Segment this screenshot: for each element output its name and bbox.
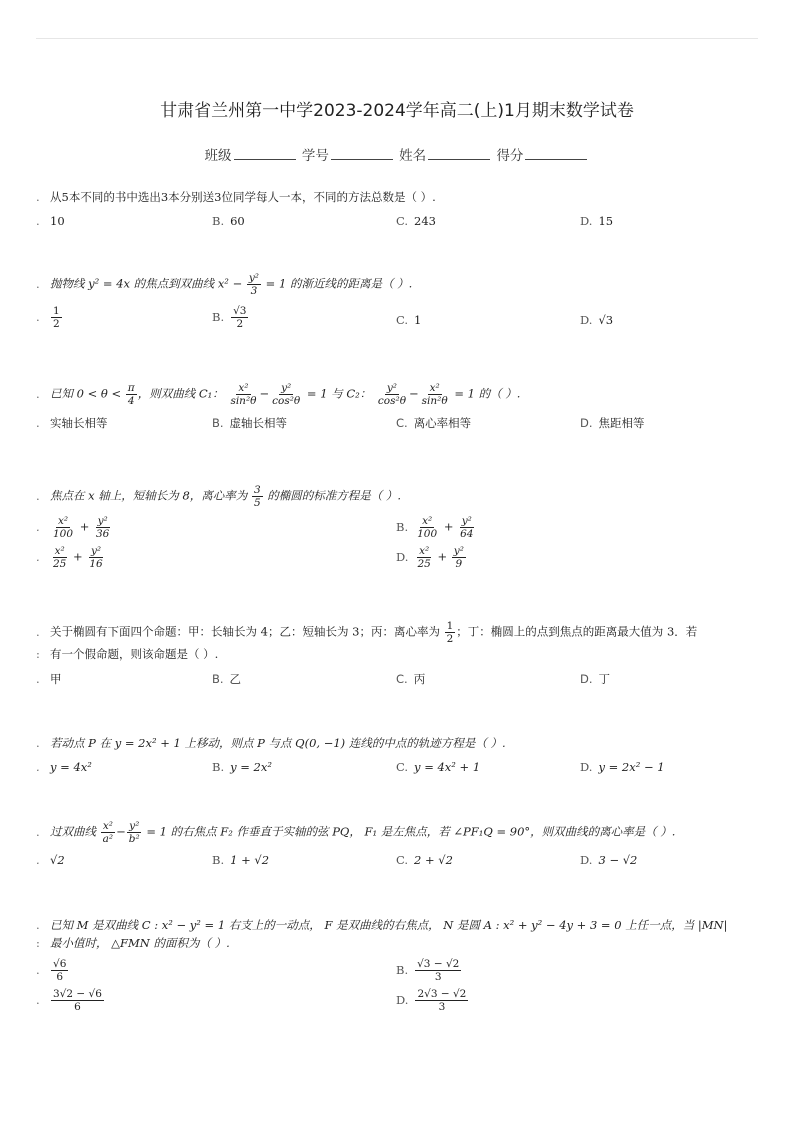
option-d[interactable]: D. y = 2x² − 1 bbox=[580, 760, 665, 774]
options-row bbox=[36, 214, 756, 236]
question-stem: . 已知 M 是双曲线 C : x² − y² = 1 右支上的一动点， F 是双曲线的右焦点， N 是圆 A : x² + y² − 4y + 3 = 0 上任一点，当 |MN| bbox=[36, 918, 728, 932]
question-3 bbox=[36, 382, 756, 437]
option-b[interactable]: B. 1 + √2 bbox=[212, 853, 270, 868]
option-c[interactable]: . $\frac{3√2 - √6}{6}$ bbox=[36, 988, 102, 1014]
options-row bbox=[36, 305, 756, 335]
question-stem: . 已知 0 < θ < $\frac{\pi}{4}$ ，则双曲线 C₁： $\frac{\text{x²}}{\text{sin²θ}}$ − $\frac{\text{y²}}{\text{cos²θ}}$ = 1 与 C₂： $\frac{\text{y²}}{\text{cos²θ}}$ − $\frac{\text{x²}}{\text{sin²θ}}$ = 1 的（ ）. bbox=[36, 382, 521, 408]
option-a[interactable]: . $\frac{√6}{6}$ bbox=[36, 958, 67, 984]
option-c[interactable]: C. 243 bbox=[396, 214, 436, 228]
options-row bbox=[36, 545, 756, 575]
question-7 bbox=[36, 820, 756, 875]
option-b[interactable]: B. $\frac{√3}{2}$ bbox=[212, 305, 247, 331]
options-row bbox=[36, 958, 756, 988]
options-row bbox=[36, 988, 756, 1018]
option-b[interactable]: B. y = 2x² bbox=[212, 760, 272, 774]
option-a[interactable]: . 10 bbox=[36, 214, 65, 228]
options-row bbox=[36, 760, 756, 782]
option-d[interactable]: D. $\frac{\text{x²}}{25}$ + $\frac{\text{y²}}{9}$ bbox=[396, 545, 464, 571]
class-blank[interactable] bbox=[234, 147, 296, 160]
option-b[interactable]: B. $\frac{√3 - √2}{3}$ bbox=[396, 958, 460, 984]
number-label: 学号 bbox=[301, 148, 329, 164]
question-stem-line-2: : 有一个假命题，则该命题是（ ）. bbox=[36, 647, 219, 662]
option-c[interactable]: C. 离心率相等 bbox=[396, 416, 472, 431]
question-6 bbox=[36, 734, 756, 782]
option-a[interactable]: . √2 bbox=[36, 853, 65, 868]
question-5 bbox=[36, 620, 756, 693]
option-d[interactable]: D. 15 bbox=[580, 214, 614, 228]
option-d[interactable]: D. 焦距相等 bbox=[580, 416, 645, 431]
option-d[interactable]: D. √3 bbox=[580, 313, 614, 328]
option-a[interactable]: . y = 4x² bbox=[36, 760, 92, 774]
option-c[interactable]: C. 丙 bbox=[396, 672, 426, 687]
option-d[interactable]: D. 丁 bbox=[580, 672, 611, 687]
option-c[interactable]: C. 1 bbox=[396, 313, 422, 328]
option-a[interactable]: . 实轴长相等 bbox=[36, 416, 108, 431]
class-label: 班级 bbox=[204, 148, 232, 164]
options-row bbox=[36, 853, 756, 875]
option-d[interactable]: D. $\frac{2√3 - √2}{3}$ bbox=[396, 988, 467, 1014]
number-blank[interactable] bbox=[331, 147, 393, 160]
question-stem: . 若动点 P 在 y = 2x² + 1 上移动，则点 P 与点 Q(0, −1) 连线的中点的轨迹方程是（ ）. bbox=[36, 736, 506, 750]
option-a[interactable]: . 甲 bbox=[36, 672, 62, 687]
option-c[interactable]: . $\frac{\text{x²}}{25}$ + $\frac{\text{y²}}{16}$ bbox=[36, 545, 103, 571]
option-b[interactable]: B. 乙 bbox=[212, 672, 242, 687]
option-b[interactable]: B. 60 bbox=[212, 214, 245, 228]
student-info-line bbox=[0, 144, 794, 164]
question-8 bbox=[36, 916, 756, 1018]
question-stem: . 从5本不同的书中选出3本分别送3位同学每人一本，不同的方法总数是（ ）. bbox=[36, 190, 436, 204]
option-b[interactable]: B. $\frac{\text{x²}}{100}$ + $\frac{\text{y²}}{64}$ bbox=[396, 515, 474, 541]
options-row bbox=[36, 415, 756, 437]
question-2 bbox=[36, 272, 756, 335]
option-c[interactable]: C. y = 4x² + 1 bbox=[396, 760, 481, 774]
option-a[interactable]: . $\frac{1}{2}$ bbox=[36, 305, 60, 331]
question-stem: . 过双曲线 $\frac{\text{x²}}{\text{a²}}$ − $\frac{\text{y²}}{\text{b²}}$ = 1 的右焦点 F₂ 作垂直于实轴的弦 PQ， F₁ 是左焦点，若 ∠PF₁Q = 90°，则双曲线的离心率是（ ）. bbox=[36, 820, 676, 846]
score-blank[interactable] bbox=[525, 147, 587, 160]
name-blank[interactable] bbox=[428, 147, 490, 160]
name-label: 姓名 bbox=[399, 148, 427, 164]
options-row bbox=[36, 671, 756, 693]
question-stem: . 焦点在 x 轴上，短轴长为 8，离心率为 $\frac{3}{5}$ 的椭圆的标准方程是（ ）. bbox=[36, 484, 402, 510]
question-stem: . 关于椭圆有下面四个命题：甲：长轴长为 4；乙：短轴长为 3；丙：离心率为 $\frac{1}{2}$ ；丁：椭圆上的点到焦点的距离最大值为 3．若 bbox=[36, 620, 698, 646]
top-rule bbox=[36, 38, 758, 39]
page-title: 甘肃省兰州第一中学2023-2024学年高二(上)1月期末数学试卷 bbox=[160, 101, 634, 121]
question-stem: . 抛物线 y² = 4x 的焦点到双曲线 x² − $\frac{\text{y²}}{3}$ = 1 的渐近线的距离是（ ）. bbox=[36, 272, 413, 298]
option-d[interactable]: D. 3 − √2 bbox=[580, 853, 638, 868]
option-b[interactable]: B. 虚轴长相等 bbox=[212, 416, 288, 431]
option-c[interactable]: C. 2 + √2 bbox=[396, 853, 453, 868]
options-row bbox=[36, 515, 756, 545]
option-a[interactable]: . $\frac{\text{x²}}{100}$ + $\frac{\text{y²}}{36}$ bbox=[36, 515, 110, 541]
question-4 bbox=[36, 484, 756, 575]
score-label: 得分 bbox=[496, 148, 524, 164]
question-stem-line-2: : 最小值时， △FMN 的面积为（ ）. bbox=[36, 936, 230, 950]
fraction: $\frac{\text{y²}}{3}$ bbox=[248, 272, 260, 298]
question-1 bbox=[36, 188, 756, 236]
